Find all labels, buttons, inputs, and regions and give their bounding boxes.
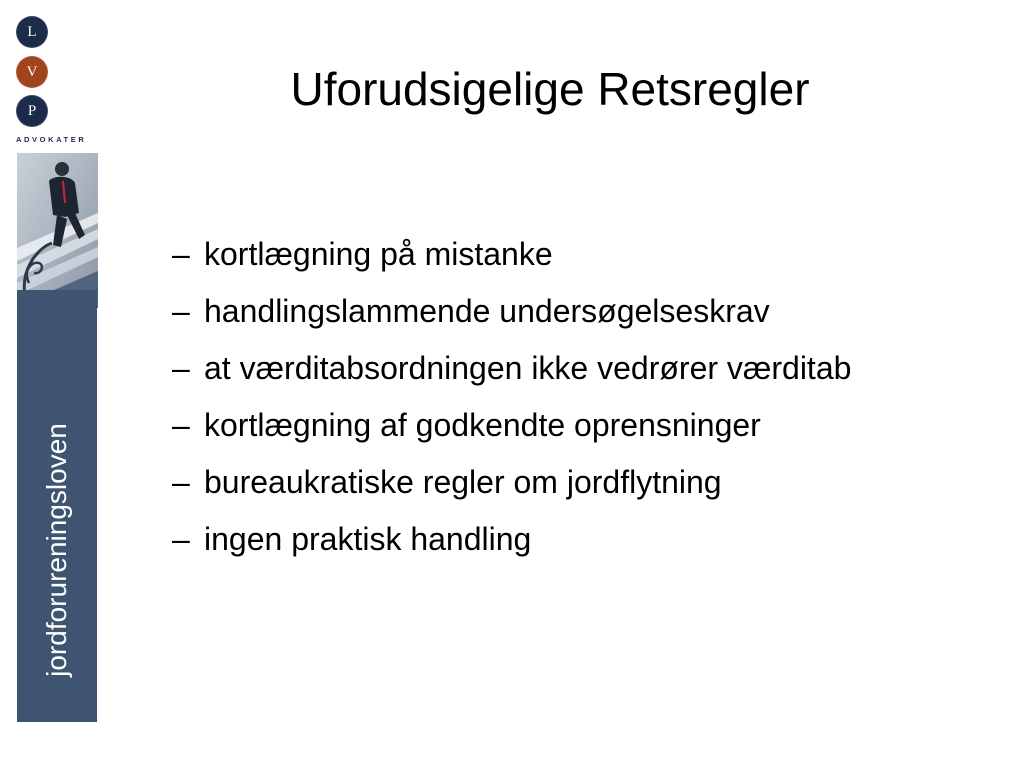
logo-wordmark: ADVOKATER <box>16 135 87 144</box>
bullet-item <box>172 407 952 443</box>
bullet-text: handlingslammende undersøgelseskrav <box>204 293 770 329</box>
bullet-text: ingen praktisk handling <box>204 521 532 557</box>
logo-letter-l: L <box>16 16 48 48</box>
bullet-text: bureaukratiske regler om jordflytning <box>204 464 722 500</box>
bullet-dash: – <box>172 521 190 557</box>
bullet-dash: – <box>172 407 190 443</box>
bullet-item <box>172 521 952 557</box>
logo-letter-p: P <box>16 95 48 127</box>
businessman-on-stairs-illustration <box>17 153 98 308</box>
bullet-text: at værditabsordningen ikke vedrører værditab <box>204 350 852 386</box>
bullet-list <box>172 236 952 578</box>
side-label-container <box>17 380 97 720</box>
bullet-dash: – <box>172 464 190 500</box>
bullet-dash: – <box>172 236 190 272</box>
logo-letter-v: V <box>16 56 48 88</box>
bullet-item <box>172 236 952 272</box>
side-label: jordforureningsloven <box>41 423 72 677</box>
bullet-text: kortlægning på mistanke <box>204 236 553 272</box>
bullet-text: kortlægning af godkendte oprensninger <box>204 407 761 443</box>
bullet-item <box>172 293 952 329</box>
side-photo-image <box>17 153 98 308</box>
bullet-item <box>172 464 952 500</box>
bullet-item <box>172 350 952 386</box>
bullet-dash: – <box>172 293 190 329</box>
slide-title: Uforudsigelige Retsregler <box>290 63 810 115</box>
bullet-dash: – <box>172 350 190 386</box>
